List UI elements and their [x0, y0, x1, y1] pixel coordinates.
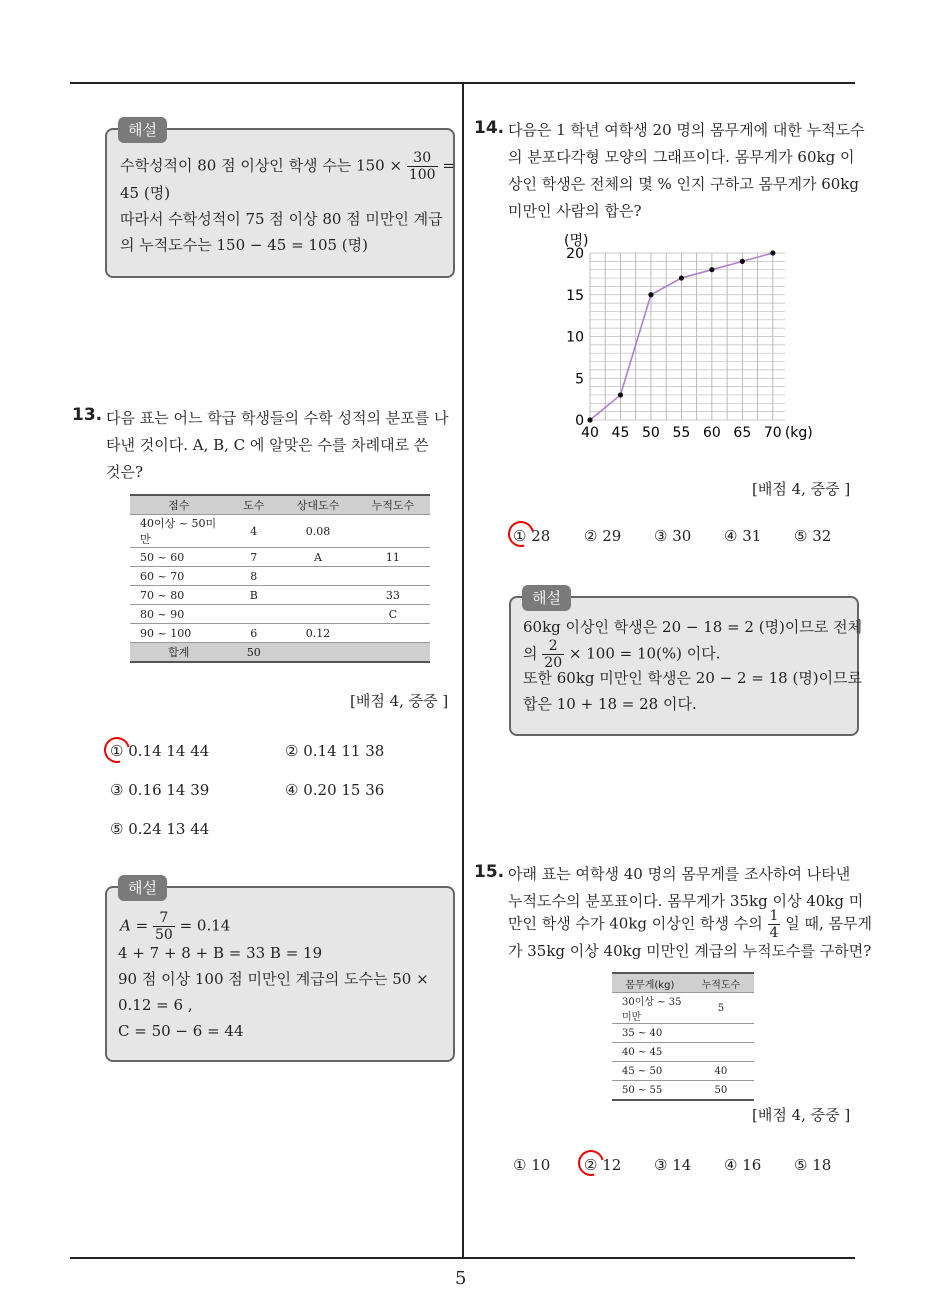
table-row: 40 ~ 45 — [612, 1043, 754, 1062]
q13-line3: 것은? — [106, 463, 144, 481]
q14-choice-3[interactable]: ③ 30 — [654, 527, 692, 545]
q15-line2: 누적도수의 분포표이다. 몸무게가 35kg 이상 40kg 미 — [508, 892, 864, 910]
q13-score: [배점 4, 중중 ] — [350, 692, 449, 710]
q13-choice-4[interactable]: ④ 0.20 15 36 — [285, 781, 385, 799]
bottom-rule — [70, 1257, 855, 1259]
table-row: 60 ~ 70 8 — [130, 567, 430, 586]
explain3-line1: 60kg 이상인 학생은 20 − 18 = 2 (명)이므로 전체 — [523, 618, 863, 636]
chart-x-tick-label: 60 — [702, 425, 721, 441]
q14-score: [배점 4, 중중 ] — [752, 480, 851, 498]
th-relative-frequency: 상대도수 — [280, 495, 356, 515]
table-row: 40이상 ~ 50미만 4 0.08 — [130, 515, 430, 548]
q13-choice-2[interactable]: ② 0.14 11 38 — [285, 742, 385, 760]
q14-line3: 상인 학생은 전체의 몇 % 인지 구하고 몸무게가 60kg — [508, 175, 859, 193]
explain2-line2: 4 + 7 + 8 + B = 33 B = 19 — [118, 944, 323, 962]
table-row: 70 ~ 80 B 33 — [130, 586, 430, 605]
q15-cumulative-table — [612, 972, 754, 1101]
table-row: 45 ~ 50 40 — [612, 1062, 754, 1081]
question-13-number: 13. — [72, 405, 103, 425]
chart-y-tick-label: 10 — [566, 329, 584, 346]
question-14-number: 14. — [474, 118, 505, 138]
answer-circle-mark — [573, 1145, 609, 1181]
th-cumulative-frequency: 누적도수 — [356, 495, 430, 515]
q15-score: [배점 4, 중중 ] — [752, 1106, 851, 1124]
q15-choice-4[interactable]: ④ 16 — [724, 1156, 762, 1174]
th-score: 점수 — [130, 495, 227, 515]
chart-data-point — [587, 417, 592, 422]
explain1-line1: 수학성적이 80 점 이상인 학생 수는 150 × $\frac{30}{100}$ = — [120, 150, 455, 183]
q14-choice-5[interactable]: ⑤ 32 — [794, 527, 832, 545]
chart-data-point — [740, 259, 745, 264]
chart-y-ticks — [566, 246, 584, 429]
q14-choice-4[interactable]: ④ 31 — [724, 527, 762, 545]
table-row: 80 ~ 90 C — [130, 605, 430, 624]
q14-line4: 미만인 사람의 합은? — [508, 202, 642, 220]
table-row: 30이상 ~ 35미만 5 — [612, 993, 754, 1024]
chart-x-tick-label: 55 — [672, 425, 691, 441]
chart-data-point — [770, 250, 775, 255]
chart-x-ticks — [581, 425, 782, 441]
q14-line1: 다음은 1 학년 여학생 20 명의 몸무게에 대한 누적도수 — [508, 121, 865, 139]
explain2-line1: A = $\frac{7}{50}$ = 0.14 — [120, 910, 231, 943]
explain1-line2: 45 (명) — [120, 184, 171, 202]
q15-choice-5[interactable]: ⑤ 18 — [794, 1156, 832, 1174]
chart-x-tick-label: 65 — [733, 425, 752, 441]
chart-x-tick-label: 50 — [642, 425, 660, 441]
answer-circle-mark — [99, 732, 135, 768]
table-row: 50 ~ 55 50 — [612, 1081, 754, 1101]
page-number: 5 — [455, 1268, 467, 1289]
q13-line2: 타낸 것이다. A, B, C 에 알맞은 수를 차례대로 쓴 — [106, 436, 429, 454]
chart-data-point — [709, 267, 714, 272]
q14-line2: 의 분포다각형 모양의 그래프이다. 몸무게가 60kg 이 — [508, 148, 855, 166]
explain1-line3: 따라서 수학성적이 75 점 이상 80 점 미만인 계급 — [120, 210, 443, 228]
chart-data-point — [679, 275, 684, 280]
explain2-line5: C = 50 − 6 = 44 — [118, 1022, 244, 1040]
q15-choice-3[interactable]: ③ 14 — [654, 1156, 692, 1174]
explanation-tag-2: 해설 — [118, 875, 167, 901]
q13-choice-5[interactable]: ⑤ 0.24 13 44 — [110, 820, 210, 838]
q13-choice-3[interactable]: ③ 0.16 14 39 — [110, 781, 210, 799]
explain3-line3: 또한 60kg 미만인 학생은 20 − 2 = 18 (명)이므로 — [523, 669, 863, 687]
th-cumulative-frequency: 누적도수 — [688, 973, 754, 993]
chart-x-label: (kg) — [784, 425, 813, 441]
explain1-line4: 의 누적도수는 150 − 45 = 105 (명) — [120, 236, 368, 254]
question-15-number: 15. — [474, 862, 505, 882]
explain3-line2: 의 $\frac{2}{20}$ × 100 = 10(%) 이다. — [523, 638, 721, 671]
chart-x-tick-label: 40 — [581, 425, 599, 441]
chart-x-tick-label: 45 — [611, 425, 630, 441]
chart-y-tick-label: 5 — [575, 371, 584, 388]
chart-y-tick-label: 20 — [566, 246, 584, 262]
chart-y-tick-label: 0 — [575, 413, 584, 429]
explanation-tag-3: 해설 — [522, 585, 571, 611]
chart-x-tick-label: 70 — [763, 425, 782, 441]
th-frequency: 도수 — [227, 495, 280, 515]
table-row: 90 ~ 100 6 0.12 — [130, 624, 430, 643]
cumulative-frequency-chart — [540, 225, 820, 450]
q14-choice-1[interactable]: ① 28 — [513, 527, 551, 545]
q15-line3: 만인 학생 수가 40kg 이상인 학생 수의 $\frac{1}{4}$ 일 때, 몸무게 — [508, 908, 873, 941]
q15-choice-2[interactable]: ② 12 — [584, 1156, 622, 1174]
q15-line1: 아래 표는 여학생 40 명의 몸무게를 조사하여 나타낸 — [508, 865, 851, 883]
table-row: 35 ~ 40 — [612, 1024, 754, 1043]
chart-data-point — [618, 392, 623, 397]
q13-line1: 다음 표는 어느 학급 학생들의 수학 성적의 분포를 나 — [106, 409, 449, 427]
explanation-tag-1: 해설 — [118, 117, 167, 143]
explain3-line4: 합은 10 + 18 = 28 이다. — [523, 695, 697, 713]
chart-y-label: (명) — [564, 233, 589, 249]
th-weight: 몸무게(kg) — [612, 973, 688, 993]
q13-frequency-table — [130, 494, 430, 663]
explain2-line4: 0.12 = 6 , — [118, 996, 193, 1014]
q13-choice-1[interactable]: ① 0.14 14 44 — [110, 742, 210, 760]
chart-y-tick-label: 15 — [566, 287, 584, 304]
center-divider — [462, 84, 464, 1258]
answer-circle-mark — [503, 516, 539, 552]
chart-data-point — [648, 292, 653, 297]
q14-choice-2[interactable]: ② 29 — [584, 527, 622, 545]
table-row: 50 ~ 60 7 A 11 — [130, 548, 430, 567]
table-sum-row: 합계 50 — [130, 643, 430, 663]
explain2-line3: 90 점 이상 100 점 미만인 계급의 도수는 50 × — [118, 970, 429, 988]
q15-line4: 가 35kg 이상 40kg 미만인 계급의 누적도수를 구하면? — [508, 942, 872, 960]
q15-choice-1[interactable]: ① 10 — [513, 1156, 551, 1174]
